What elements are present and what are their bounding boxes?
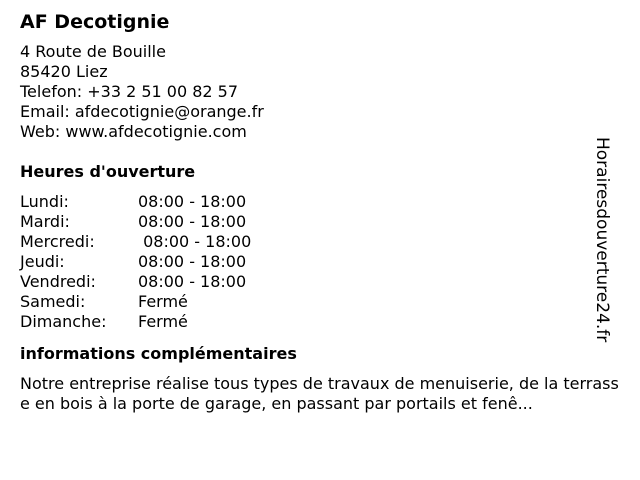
hours-day: Jeudi: (20, 252, 65, 271)
hours-row-tuesday (20, 212, 620, 232)
business-description: Notre entreprise réalise tous types de travaux de menuiserie, de la terrasse en bois à la porte de garage, en passant par portails et fenê... (20, 374, 619, 413)
hours-time: 08:00 - 18:00 (138, 272, 247, 291)
hours-row-monday (20, 192, 620, 212)
address-city: 85420 Liez (20, 62, 108, 81)
hours-day: Lundi: (20, 192, 69, 211)
opening-hours-table (20, 192, 620, 332)
hours-row-sunday (20, 312, 620, 332)
additional-info-heading: informations complémentaires (20, 344, 297, 363)
contact-block (20, 42, 620, 142)
opening-hours-heading: Heures d'ouverture (20, 162, 196, 181)
hours-row-saturday (20, 292, 620, 312)
hours-time: Fermé (138, 292, 188, 311)
hours-day: Dimanche: (20, 312, 107, 331)
address-street: 4 Route de Bouille (20, 42, 166, 61)
hours-time: 08:00 - 18:00 (138, 232, 252, 251)
hours-day: Samedi: (20, 292, 86, 311)
hours-day: Mercredi: (20, 232, 95, 251)
hours-time: 08:00 - 18:00 (138, 252, 247, 271)
hours-time: 08:00 - 18:00 (138, 212, 247, 231)
hours-day: Vendredi: (20, 272, 96, 291)
hours-row-wednesday (20, 232, 620, 252)
business-name: AF Decotignie (20, 11, 170, 33)
hours-time: Fermé (138, 312, 188, 331)
hours-row-friday (20, 272, 620, 292)
web-line: Web: www.afdecotignie.com (20, 122, 247, 141)
hours-time: 08:00 - 18:00 (138, 192, 247, 211)
email-line: Email: afdecotignie@orange.fr (20, 102, 264, 121)
site-watermark: Horairesdouverture24.fr (592, 137, 612, 343)
phone-line: Telefon: +33 2 51 00 82 57 (20, 82, 239, 101)
hours-day: Mardi: (20, 212, 70, 231)
hours-row-thursday (20, 252, 620, 272)
business-card (20, 10, 620, 414)
